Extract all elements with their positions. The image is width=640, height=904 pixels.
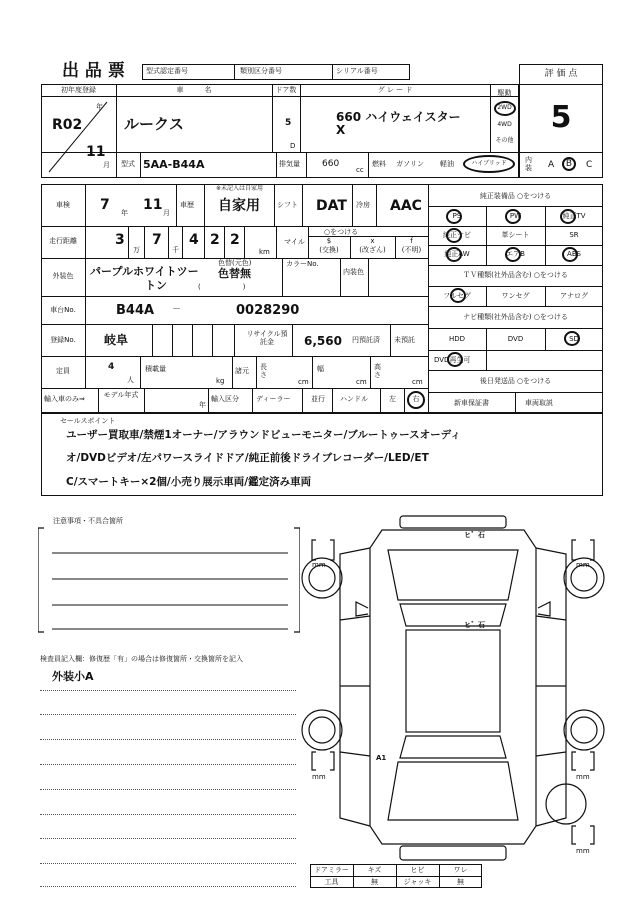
- fuel-gasoline: ガソリン: [396, 160, 424, 168]
- grade-line1: 660 ハイウェイスター: [336, 110, 461, 124]
- history-label: 車歴: [180, 201, 194, 209]
- dims-width-cm: cm: [356, 378, 367, 386]
- mileage-circle-note: ○をつける: [324, 228, 359, 236]
- interior-grade-label: 内装: [525, 156, 532, 172]
- sales-line-3: C/スマートキー×2個/小売り展示車両/鑑定済み車両: [66, 476, 312, 488]
- car-name-label: 車 名: [176, 86, 212, 94]
- legend-jack: ジャッキ: [403, 878, 432, 886]
- ac-value: AAC: [390, 198, 422, 214]
- model-code: 5AA-B44A: [143, 158, 205, 171]
- mm-front-right: mm: [576, 561, 590, 569]
- interior-grade-c: C: [586, 160, 593, 170]
- sheet-title: 出 品 票: [62, 61, 125, 81]
- recycle-deposited: 円預託済: [352, 336, 380, 344]
- import-parallel: 並行: [311, 395, 325, 403]
- mileage-label: 走行距離: [49, 237, 77, 245]
- model-year-label: モデル年式: [103, 391, 139, 399]
- door-count: 5: [285, 118, 292, 128]
- dims-width: 幅: [317, 365, 324, 373]
- dims-length: 長さ: [260, 363, 267, 379]
- legend-scratch: キズ: [367, 866, 382, 874]
- doors-label: ドア数: [275, 86, 297, 94]
- chassis-dash: －: [172, 305, 182, 315]
- registration-label: 登録No.: [50, 336, 76, 344]
- later-title: 後日発送品 ○をつける: [479, 377, 552, 385]
- first-reg-label: 初年度登録: [61, 86, 96, 94]
- year-unit: 年: [96, 103, 103, 111]
- inspector-note: 外装小A: [52, 670, 94, 683]
- equip-aw: 純正AW: [444, 250, 470, 258]
- equip-abs: ABS: [567, 250, 581, 258]
- registration-region: 岐阜: [104, 333, 129, 347]
- tv-fullseg: フルセグ: [443, 292, 471, 300]
- equip-leather: 革シート: [501, 231, 530, 239]
- sales-line-2: オ/DVDビデオ/左パワースライドドア/純正前後ドライブレコーダー/LED/ET: [66, 452, 429, 464]
- capacity-unit: 人: [127, 376, 134, 384]
- equip-sr: SR: [569, 231, 579, 239]
- interior-grade-b: B: [565, 159, 573, 169]
- sales-line-1: ユーザー買取車/禁煙1オーナー/アラウンドビューモニター/ブルートゥースオーディ: [66, 429, 461, 441]
- displacement-label: 排気量: [279, 160, 300, 168]
- mark-side: A1: [376, 754, 387, 762]
- class-label: 類別区分番号: [240, 67, 282, 75]
- equip-tv: 純正TV: [562, 212, 586, 220]
- chassis-number: 0028290: [236, 303, 300, 318]
- legend-crack: ヒビ: [410, 866, 425, 874]
- equip-ps: PS: [452, 212, 462, 220]
- inspection-year-unit: 年: [121, 209, 128, 217]
- fuel-diesel: 軽油: [440, 160, 454, 168]
- dims-label: 諸元: [235, 367, 249, 375]
- repaint-paren: ( ): [198, 283, 246, 291]
- model-label: 型式: [121, 160, 135, 168]
- recycle-label: リサイクル預託金: [246, 330, 288, 347]
- navi-dvd: DVD: [507, 335, 524, 343]
- mileage-digit-4: 2: [210, 232, 220, 248]
- history-value: 自家用: [218, 198, 260, 214]
- unknown-label: (不明): [401, 246, 422, 254]
- mileage-digit-2: 7: [152, 232, 162, 248]
- mileage-sen: 千: [172, 246, 179, 254]
- tv-title: ＴＶ種類(社外品含む) ○をつける: [463, 271, 568, 279]
- handle-label: ハンドル: [340, 395, 368, 403]
- import-dealer: ディーラー: [256, 395, 291, 403]
- mark-roof: ヒ゛石: [464, 621, 485, 629]
- eval-label: 評 価 点: [544, 69, 578, 79]
- equip-pw: PW: [509, 212, 522, 220]
- equipment-title: 純正装備品 ○をつける: [479, 192, 552, 200]
- grade-line2: X: [336, 123, 346, 137]
- grade-label: グ レ ー ド: [377, 86, 413, 94]
- car-diagram: [300, 508, 606, 870]
- inspection-label: 車検: [56, 201, 70, 209]
- chassis-label: 車台No.: [50, 306, 76, 314]
- drive-2wd: 2WD: [497, 104, 512, 111]
- mark-front: ヒ゛石: [464, 531, 485, 539]
- equip-airbag: エアB: [506, 250, 525, 258]
- mileage-mile: マイル: [284, 238, 305, 246]
- recycle-amount: 6,560: [304, 334, 342, 348]
- handle-left: 左: [389, 395, 396, 403]
- tv-analog: アナログ: [560, 292, 588, 300]
- drive-4wd: 4WD: [497, 121, 512, 128]
- shift-value: DAT: [316, 198, 347, 214]
- exchange-symbol: $: [326, 237, 332, 245]
- first-reg-era: R02: [52, 117, 83, 133]
- sales-point-label: セールスポイント: [60, 417, 116, 425]
- capacity-label: 定員: [56, 367, 70, 375]
- mm-front-left: mm: [312, 561, 326, 569]
- dims-height-cm: cm: [412, 378, 423, 386]
- navi-sd: SD: [569, 335, 579, 343]
- mileage-digit-1: 3: [115, 232, 125, 248]
- drive-label: 駆動: [497, 89, 512, 97]
- caution-label: 注意事項・不具合箇所: [53, 517, 123, 525]
- color-line2: トン: [145, 279, 167, 292]
- repaint-value: 色替無: [218, 267, 251, 280]
- mileage-digit-5: 2: [230, 232, 240, 248]
- fuel-hybrid: ハイブリッド: [471, 160, 507, 167]
- import-class-label: 輸入区分: [211, 395, 239, 403]
- inspection-month-unit: 月: [163, 209, 170, 217]
- history-note: ※未記入は自家用: [216, 185, 264, 192]
- mm-spare: mm: [576, 847, 590, 855]
- displacement: 660: [322, 159, 340, 169]
- tamper-label: (改ざん): [359, 246, 386, 254]
- later-warranty: 新車保証書: [454, 399, 489, 407]
- car-name: ルークス: [124, 115, 184, 133]
- exchange-label: (交換): [319, 246, 339, 254]
- navi-hdd: HDD: [448, 335, 466, 343]
- legend-tools: 工具: [324, 878, 339, 886]
- capacity-value: 4: [108, 362, 115, 372]
- handle-right: 右: [412, 395, 420, 403]
- unknown-symbol: f: [410, 237, 413, 245]
- serial-label: シリアル番号: [336, 67, 378, 75]
- mm-rear-left: mm: [312, 773, 326, 781]
- equip-navi: 純正ナビ: [443, 231, 471, 239]
- caution-area: [38, 524, 300, 636]
- fuel-label: 燃料: [372, 160, 386, 168]
- chassis-prefix: B44A: [116, 303, 155, 318]
- dvd-play: DVD再生可: [434, 356, 471, 364]
- interior-grade-a: A: [548, 160, 555, 170]
- dims-length-cm: cm: [298, 378, 309, 386]
- inspector-label: 検査員記入欄：修復歴「有」の場合は修復箇所・交換箇所を記入: [40, 655, 243, 663]
- color-line1: パープルホワイトツー: [90, 265, 199, 278]
- load-label: 積載量: [145, 365, 166, 373]
- mileage-man: 万: [133, 246, 140, 254]
- mileage-km: km: [259, 248, 270, 256]
- inspection-year: 7: [100, 197, 110, 213]
- month-unit: 月: [103, 161, 110, 169]
- legend-door-mirror: ドアミラー: [314, 866, 349, 874]
- color-label: 外装色: [52, 272, 74, 280]
- eval-score: 5: [550, 100, 572, 135]
- drive-other: その他: [495, 137, 514, 144]
- first-reg-month: 11: [86, 144, 106, 160]
- tv-oneseg: ワンセグ: [501, 292, 530, 300]
- cc-unit: cc: [356, 166, 364, 174]
- tamper-symbol: x: [370, 237, 375, 245]
- door-unit: D: [290, 142, 296, 150]
- later-manual: 車両取説: [525, 399, 553, 407]
- shift-label: シフト: [277, 201, 298, 209]
- legend-tools-value: 無: [371, 878, 378, 886]
- repaint-label: 色替(元色): [218, 259, 252, 267]
- dims-height: 高さ: [374, 363, 381, 379]
- interior-color-label: 内装色: [343, 268, 364, 276]
- import-label: 輸入車のみ⇒: [44, 395, 85, 403]
- ac-label: 冷房: [356, 201, 370, 209]
- inspection-month: 11: [143, 197, 163, 213]
- legend-jack-value: 無: [457, 878, 464, 886]
- load-kg: kg: [216, 377, 225, 385]
- legend-break: ワレ: [453, 866, 468, 874]
- color-code-label: カラーNo.: [286, 260, 319, 268]
- recycle-not-deposited: 未預託: [394, 336, 415, 344]
- navi-title: ナビ種類(社外品含む) ○をつける: [463, 313, 568, 321]
- model-cert-label: 型式認定番号: [146, 67, 188, 75]
- mm-rear-right: mm: [576, 773, 590, 781]
- mileage-digit-3: 4: [189, 232, 199, 248]
- model-year-unit: 年: [199, 401, 206, 409]
